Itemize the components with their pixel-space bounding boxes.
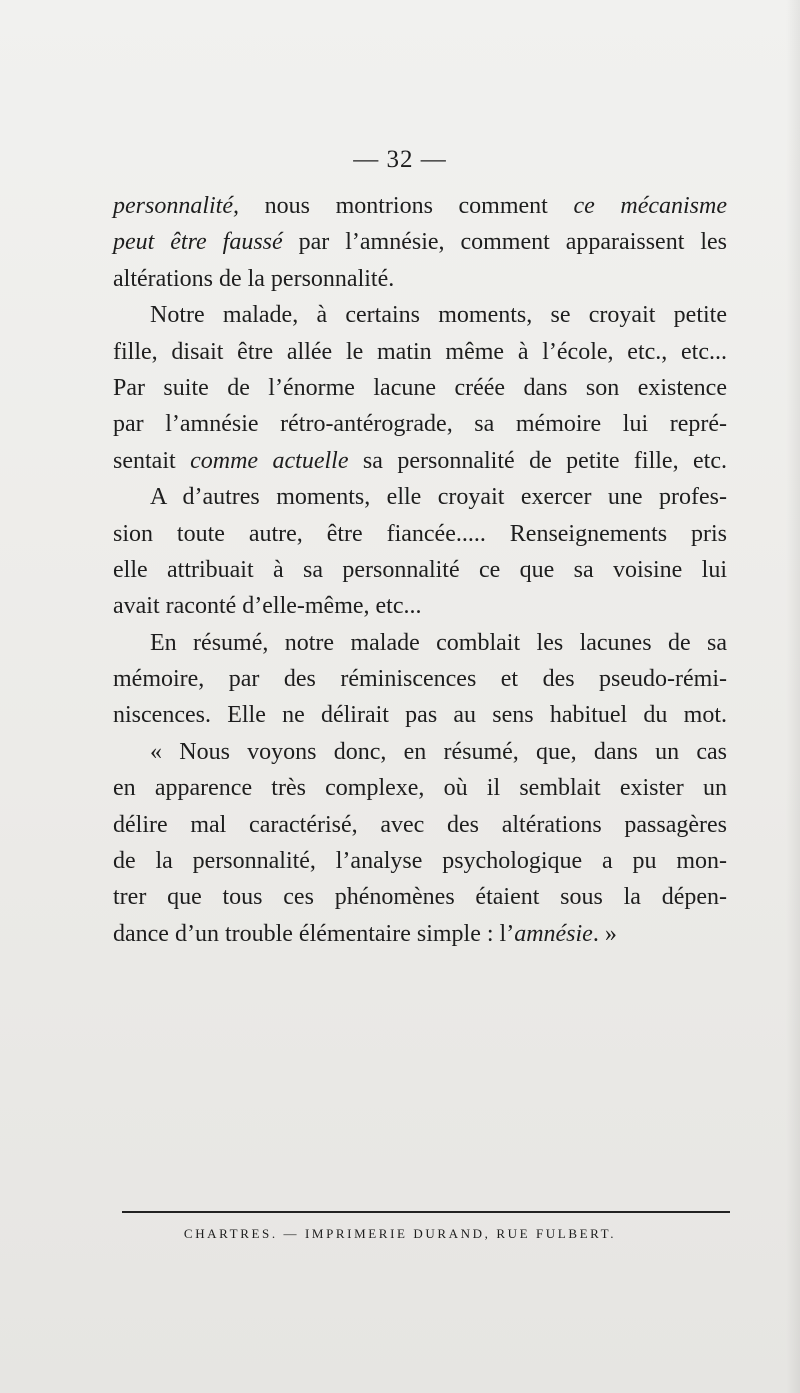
body-text <box>113 188 727 952</box>
text-line: altérations de la personnalité. <box>113 265 395 292</box>
footer-rule <box>122 1211 730 1213</box>
text-line: A d’autres moments, elle croyait exercer une profes- <box>150 484 727 511</box>
text-line: personnalité, nous montrions comment ce mécanisme <box>113 193 728 219</box>
text-line: de la personnalité, l’analyse psychologique a pu mon- <box>113 848 727 875</box>
italic-term: comme actuelle <box>190 447 349 474</box>
text-line: par l’amnésie rétro-antérograde, sa mémoire lui repré- <box>113 411 727 438</box>
text-line: dance d’un trouble élémentaire simple : l’amnésie. » <box>113 920 617 947</box>
italic-term: peut être faussé <box>113 229 283 256</box>
text-line: en apparence très complexe, où il semblait exister un <box>113 775 727 802</box>
text-line: Notre malade, à certains moments, se croyait petite <box>150 302 727 329</box>
italic-term: amnésie <box>514 920 593 947</box>
text-line: elle attribuait à sa personnalité ce que sa voisine lui <box>113 556 727 583</box>
text-line: « Nous voyons donc, en résumé, que, dans un cas <box>150 738 727 765</box>
printer-imprint: CHARTRES. — IMPRIMERIE DURAND, RUE FULBERT. <box>183 1226 617 1241</box>
text-line: sentait comme actuelle sa personnalité de petite fille, etc. <box>113 447 727 474</box>
text-line: fille, disait être allée le matin même à l’école, etc., etc... <box>113 338 727 365</box>
text-line: niscences. Elle ne délirait pas au sens habituel du mot. <box>113 702 727 729</box>
text-line: avait raconté d’elle-même, etc... <box>113 593 422 620</box>
text-line: Par suite de l’énorme lacune créée dans son existence <box>113 374 727 401</box>
text-line: En résumé, notre malade comblait les lacunes de sa <box>150 629 727 656</box>
text-line: délire mal caractérisé, avec des altérations passagères <box>113 811 727 838</box>
text-line: mémoire, par des réminiscences et des pseudo-rémi- <box>113 666 727 693</box>
text-line: trer que tous ces phénomènes étaient sous la dépen- <box>113 884 727 911</box>
text-line: sion toute autre, être fiancée..... Renseignements pris <box>113 520 727 547</box>
text-line: peut être faussé par l’amnésie, comment apparaissent les <box>113 229 727 256</box>
italic-term: ce mécanisme <box>573 193 728 219</box>
italic-term: personnalité, <box>113 193 239 219</box>
page-number: — 32 — <box>353 146 447 173</box>
